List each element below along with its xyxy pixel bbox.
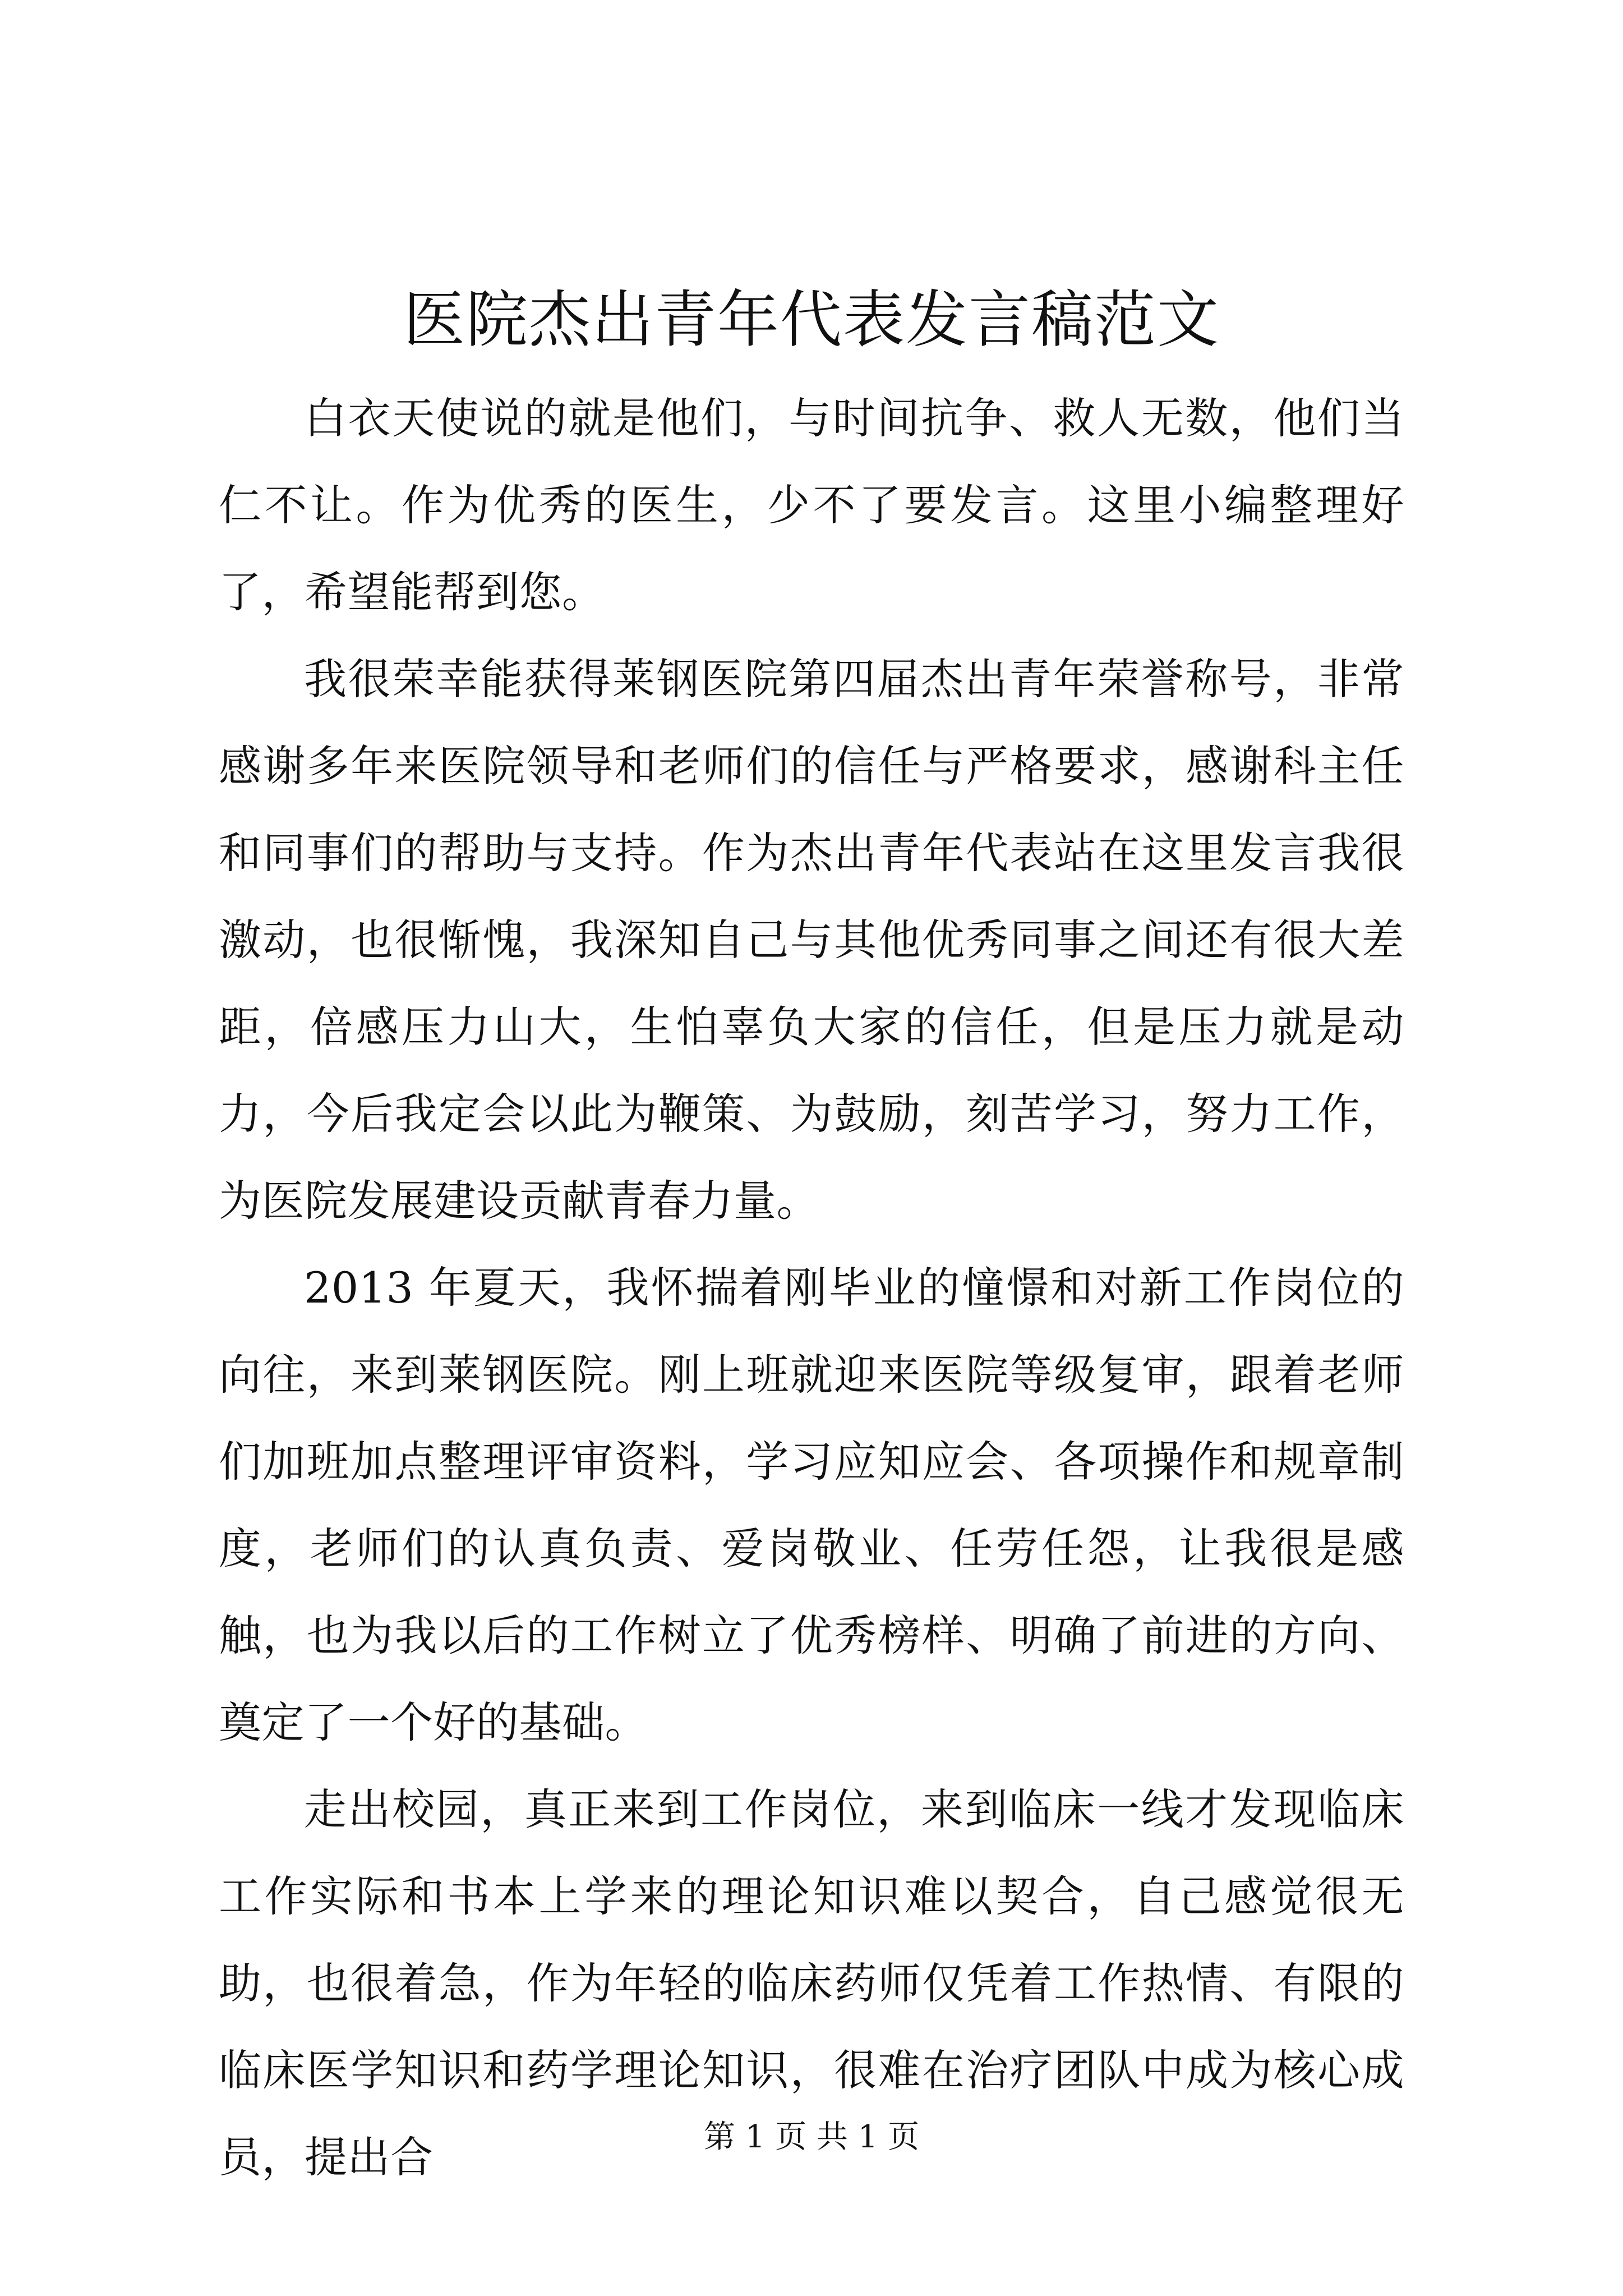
page-footer: 第 1 页 共 1 页 xyxy=(703,2119,920,2155)
document-body xyxy=(219,375,1404,2201)
document-title: 医院杰出青年代表发言稿范文 xyxy=(403,284,1220,356)
paragraph-1: 白衣天使说的就是他们，与时间抗争、救人无数，他们当仁不让。作为优秀的医生，少不了要发言。这里小编整理好了，希望能帮到您。 xyxy=(219,393,1404,617)
paragraph-4: 走出校园，真正来到工作岗位，来到临床一线才发现临床工作实际和书本上学来的理论知识难以契合，自己感觉很无助，也很着急，作为年轻的临床药师仅凭着工作热情、有限的临床医学知识和药学理论知识，很难在治疗团队中成为核心成员，提出合 xyxy=(219,1784,1404,2182)
paragraph-3: 2013 年夏天，我怀揣着刚毕业的憧憬和对新工作岗位的向往，来到莱钢医院。刚上班就迎来医院等级复审，跟着老师们加班加点整理评审资料，学习应知应会、各项操作和规章制度，老师们的认真负责、爱岗敬业、任劳任怨，让我很是感触，也为我以后的工作树立了优秀榜样、明确了前进的方向、奠定了一个好的基础。 xyxy=(219,1263,1404,1747)
paragraph-2: 我很荣幸能获得莱钢医院第四届杰出青年荣誉称号，非常感谢多年来医院领导和老师们的信任与严格要求，感谢科主任和同事们的帮助与支持。作为杰出青年代表站在这里发言我很激动，也很惭愧，我深知自己与其他优秀同事之间还有很大差距，倍感压力山大，生怕辜负大家的信任，但是压力就是动力，今后我定会以此为鞭策、为鼓励，刻苦学习，努力工作，为医院发展建设贡献青春力量。 xyxy=(219,654,1404,1226)
